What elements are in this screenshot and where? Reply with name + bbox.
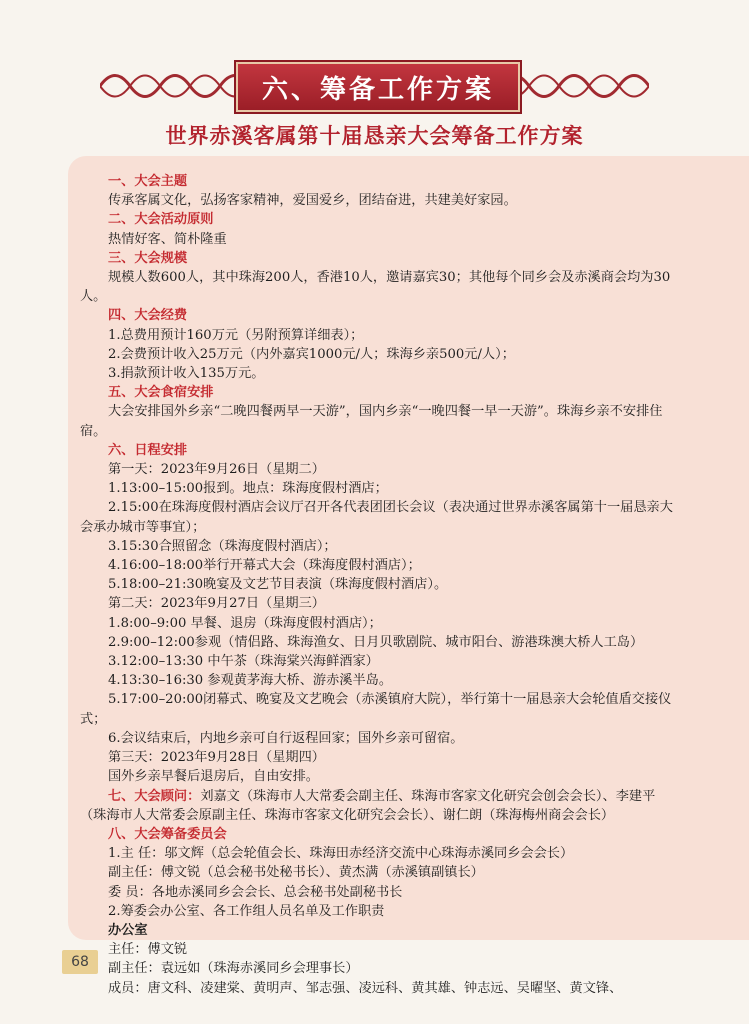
paragraph: 4.16:00–18:00举行开幕式大会（珠海度假村酒店）； [108, 558, 421, 574]
paragraph: 3.15:30合照留念（珠海度假村酒店）； [108, 538, 337, 554]
paragraph: 委 员：各地赤溪同乡会会长、总会秘书处副秘书长 [108, 884, 403, 900]
paragraph: 5.17:00–20:00闭幕式、晚宴及文艺晚会（赤溪镇府大院），举行第十一届恳亲大会轮值盾交接仪式； [80, 692, 672, 727]
paragraph: 传承客属文化，弘扬客家精神，爱国爱乡，团结奋进，共建美好家园。 [108, 193, 517, 209]
paragraph: 2.会费预计收入25万元（内外嘉宾1000元/人；珠海乡亲500元/人）； [108, 346, 515, 362]
section-heading: 七、大会顾问： [108, 788, 201, 804]
paragraph: 热情好客、简朴隆重 [108, 231, 227, 247]
paragraph: 第三天：2023年9月28日（星期四） [108, 750, 325, 766]
paragraph: 6.会议结束后，内地乡亲可自行返程回家；国外乡亲可留宿。 [108, 730, 464, 746]
paragraph: 5.18:00–21:30晚宴及文艺节目表演（珠海度假村酒店）。 [108, 577, 448, 593]
paragraph: 主任：傅文锐 [108, 942, 188, 958]
section-heading: 六、日程安排 [108, 442, 188, 458]
paragraph: 成员：唐文科、凌建棠、黄明声、邹志强、凌远科、黄其雄、钟志远、吴曜坚、黄文锋、 [108, 980, 623, 996]
section-heading: 五、大会食宿安排 [108, 385, 214, 401]
paragraph: 3.12:00–13:30 中午茶（珠海棠兴海鲜酒家） [108, 654, 379, 670]
paragraph: 1.总费用预计160万元（另附预算详细表）； [108, 327, 364, 343]
paragraph: 2.15:00在珠海度假村酒店会议厅召开各代表团团长会议（表决通过世界赤溪客属第十一届恳亲大会承办城市等事宜）； [80, 500, 673, 535]
paragraph: 3.捐款预计收入135万元。 [108, 366, 265, 382]
paragraph: 1.13:00–15:00报到。地点：珠海度假村酒店； [108, 481, 388, 497]
paragraph: 第二天：2023年9月27日（星期三） [108, 596, 325, 612]
document-title: 世界赤溪客属第十届恳亲大会筹备工作方案 [165, 123, 584, 148]
section-title: 六、筹备工作方案 [236, 62, 520, 112]
paragraph: 规模人数600人，其中珠海200人，香港10人，邀请嘉宾30；其他每个同乡会及赤溪商会均为30人。 [80, 270, 671, 305]
paragraph: 4.13:30–16:30 参观黄茅海大桥、游赤溪半岛。 [108, 673, 393, 689]
section-heading: 三、大会规模 [108, 250, 188, 266]
paragraph-text: 刘嘉文（珠海市人大常委会副主任、珠海市客家文化研究会创会会长）、李建平（珠海市人大常委会原副主任、珠海市客家文化研究会会长）、谢仁朗（珠海梅州商会会长） [80, 788, 656, 823]
paragraph: 第一天：2023年9月26日（星期二） [108, 462, 325, 478]
paragraph: 国外乡亲早餐后退房后，自由安排。 [108, 769, 319, 785]
section-banner [0, 0, 749, 115]
paragraph: 大会安排国外乡亲“二晚四餐两早一天游”，国内乡亲“一晚四餐一早一天游”。珠海乡亲不安排住宿。 [80, 404, 663, 439]
section-heading: 八、大会筹备委员会 [108, 826, 227, 842]
document-body [80, 172, 676, 998]
section-heading-line [80, 787, 676, 825]
subsection-heading: 办公室 [108, 922, 148, 938]
paragraph: 1.8:00–9:00 早餐、退房（珠海度假村酒店）； [108, 615, 382, 631]
paragraph: 1.主 任：邬文辉（总会轮值会长、珠海田赤经济交流中心珠海赤溪同乡会会长） [108, 846, 574, 862]
paragraph: 副主任：傅文锐（总会秘书处秘书长）、黄杰满（赤溪镇副镇长） [108, 865, 484, 881]
paragraph: 2.9:00–12:00参观（情侣路、珠海渔女、日月贝歌剧院、城市阳台、游港珠澳大桥人工岛） [108, 634, 644, 650]
page-number: 68 [62, 950, 98, 974]
paragraph: 2.筹委会办公室、各工作组人员名单及工作职责 [108, 903, 385, 919]
section-heading: 一、大会主题 [108, 174, 188, 189]
paragraph: 副主任：袁远如（珠海赤溪同乡会理事长） [108, 961, 359, 977]
section-heading: 四、大会经费 [108, 308, 188, 324]
section-heading: 二、大会活动原则 [108, 212, 214, 228]
